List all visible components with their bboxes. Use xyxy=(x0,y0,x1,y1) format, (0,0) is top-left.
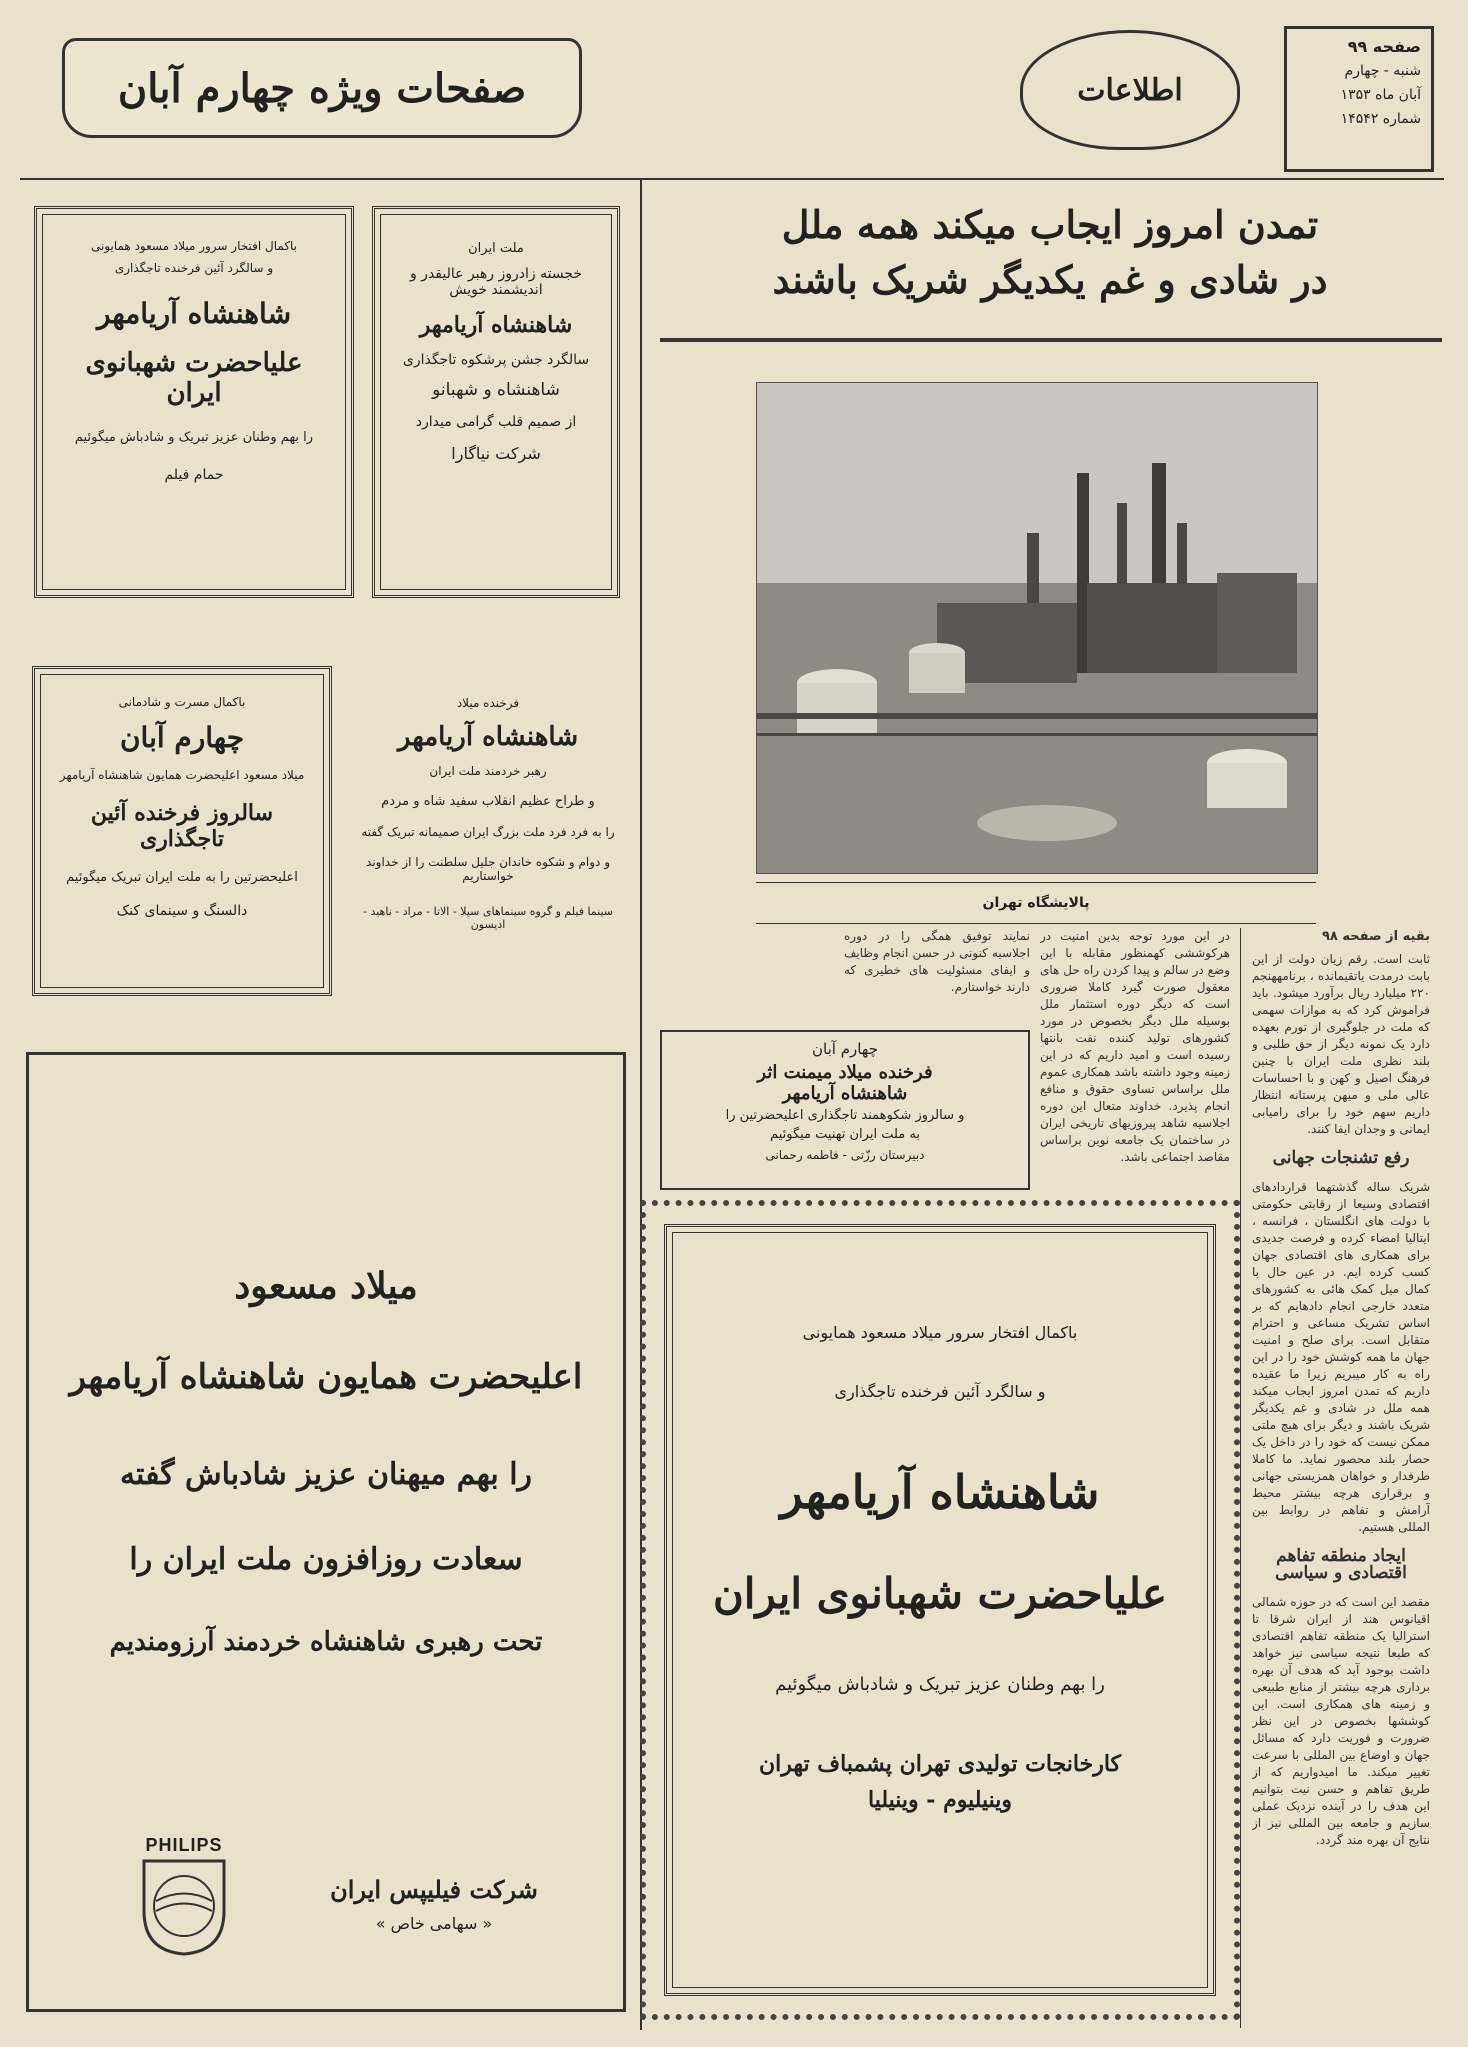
ad-text: از صمیم قلب گرامی میدارد xyxy=(415,414,577,430)
ad-text: حمام فیلم xyxy=(164,467,224,483)
ad-text: را به فرد فرد ملت بزرگ ایران صمیمانه تبریک گفته xyxy=(361,825,615,839)
logo-text: اطلاعات xyxy=(1077,72,1183,108)
headline xyxy=(660,196,1440,336)
ad-text: چهارم آبان xyxy=(119,721,245,754)
ad-text: و سالگرد آئین فرخنده تاجگذاری xyxy=(114,261,274,275)
article-text: مقصد این است که در حوزه شمالی اقیانوس هند از ایران شرقا تا استرالیا یک منطقه تفاهم اقتصادی که طبعا نتیجه سیاسی نیز خواهد داشت بوجود آید که هدف آن بهره برداری هرچه بیشتر از منابع طبیعی و زمینه های همکاری است. این کوششها بخصوص در این نظر ضرورت و فوریت دارد که مسائل جهان و اوضاع بین المللی با سرعت تغییر میکند. ما امیدواریم که از طریق تفاهم و حسن نیت بتوانیم این هدف را در آینده نزدیک عملی سازیم و جامعه بین المللی نیز از نتایج آن بهره مند گردد. xyxy=(1252,1595,1430,1847)
ad-text: باکمال افتخار سرور میلاد مسعود همایونی xyxy=(90,239,298,253)
ad-text: سعادت روزافزون ملت ایران را xyxy=(129,1542,523,1577)
masthead xyxy=(0,0,1468,180)
article-column-middle xyxy=(1040,928,1230,1188)
photo-caption-bar xyxy=(756,882,1316,924)
ad-text: و طراح عظیم انقلاب سفید شاه و مردم xyxy=(381,794,595,809)
article-column-right xyxy=(1252,928,1430,2028)
banner-title-box xyxy=(62,38,582,138)
ad-text: خجسته زادروز رهبر عالیقدر و اندیشمند خویش xyxy=(409,266,583,298)
article-text: نمایند توفیق همگی را در دوره اجلاسیه کنونی در حسن انجام وظایف و ایفای مسئولیت های خطیری که دارند خواستارم. xyxy=(844,929,1030,994)
headline-line-2: در شادی و غم یکدیگر شریک باشند xyxy=(772,257,1328,302)
ad-text: وینیلیوم - وینیلیا xyxy=(867,1787,1013,1813)
headline-line-1: تمدن امروز ایجاب میکند همه ملل xyxy=(781,202,1319,247)
column-rule xyxy=(1240,928,1241,2028)
ad-text: شاهنشاه آریامهر xyxy=(780,1465,1100,1519)
philips-logo xyxy=(129,1835,239,1975)
ad-hamam-film xyxy=(34,206,354,598)
ad-text: باکمال افتخار سرور میلاد مسعود همایونی xyxy=(802,1323,1078,1342)
philips-wordmark: PHILIPS xyxy=(145,1835,223,1855)
ad-school xyxy=(660,1030,1030,1190)
month: آبان ماه ۱۳۵۳ xyxy=(1340,87,1421,103)
weekday: شنبه - چهارم xyxy=(1344,63,1421,79)
article-text: شریک ساله گذشتهما قراردادهای اقتصادی وسیعا از رقابتی حکومتی با دولت های انگلستان ، فرانسه ، ایتالیا امضاء کرده و فرصت جدیدی برای همکاری های اقتصادی جهان کسب کرده ایم. در عین حال با کمال میل کمک هائی به کشورهای متعدد خارجی انجام دادهایم که بر اساس تشریک مساعی و احترام متقابل است. برای صلح و امنیت جهان ما همه کوشش خود را در این راه به کار میبریم زیرا ما عقیده داریم که تمدن امروز ایجاب میکند همه ملل در شادی و غم یکدیگر شریک باشند و دیگر برای هیچ ملتی ممکن نیست که خود را در داخل یک حصار بلند محصور نماید. ما کاملا طرفدار و خواهان همزیستی جهانی و برقراری هرچه بیشتر محیط آرامش و تفاهم در روابط بین المللی هستیم. xyxy=(1252,1180,1430,1534)
ad-text: و سالروز شکوهمند تاجگذاری اعلیحضرتین را xyxy=(725,1108,965,1123)
article-text: ثابت است. رقم زیان دولت از این بابت درمدت یاتقیمانده ، برنامههنجم ۲۲۰ میلیارد ریال برآورد میشود. باید فراموش کرد که به موازات سهمی که ملت در جلوگیری از تورم بعهده دارد یک نمونه دیگر از حق طلبی و بلند نظری ملت ایران با چنین فرهنگ اصیل و کهن و با احساسات عالی ملی و میهن پرستانه انتظار داریم سهم خود را برای رامیابی ایمانی و وجدان ایفا کنند. xyxy=(1252,952,1430,1136)
ad-text: رهبر خردمند ملت ایران xyxy=(429,764,547,778)
ad-text: و سالگرد آئین فرخنده تاجگذاری xyxy=(834,1382,1046,1401)
ad-text: و دوام و شکوه خاندان جلیل سلطنت را از خداوند خواستاریم xyxy=(366,855,610,883)
headline-rule xyxy=(660,338,1442,342)
ad-text: سالگرد جشن پرشکوه تاجگذاری xyxy=(402,352,590,368)
ad-text: شرکت فیلیپس ایران xyxy=(330,1875,538,1904)
philips-shield-icon xyxy=(139,1856,229,1956)
issue-number: شماره ۱۴۵۴۲ xyxy=(1340,111,1421,127)
ad-text: فرخنده میلاد میمنت اثر xyxy=(757,1062,933,1083)
ad-text: علیاحضرت شهبانوی ایران xyxy=(712,1569,1168,1618)
ad-text: اعلیحضرتین را به ملت ایران تبریک میگوئیم xyxy=(66,870,298,885)
ad-text: میلاد مسعود xyxy=(234,1265,418,1307)
ad-text: سینما فیلم و گروه سینماهای سیلا - الاتا - مراد - ناهید - ادیسون xyxy=(362,905,614,931)
issue-info-box xyxy=(1284,26,1434,172)
ad-text: شاهنشاه آریامهر xyxy=(96,297,292,330)
ad-philips xyxy=(26,1052,626,2012)
ad-text: شاهنشاه و شهبانو xyxy=(432,380,560,400)
ad-text: شرکت نیاگارا xyxy=(451,444,541,463)
ad-text: دبیرستان رزّتی - فاطمه رحمانی xyxy=(765,1148,925,1162)
ad-text: میلاد مسعود اعلیحضرت همایون شاهنشاه آریامهر xyxy=(59,768,305,782)
banner-title: صفحات ویژه چهارم آبان xyxy=(117,64,527,112)
ad-text: به ملت ایران تهنیت میگوئیم xyxy=(770,1127,920,1142)
ad-text: را بهم وطنان عزیز تبریک و شادباش میگوئیم xyxy=(74,430,314,445)
divider xyxy=(20,178,1444,180)
ad-text: دالسنگ و سینمای کنک xyxy=(116,903,248,919)
ad-text: شاهنشاه آریامهر xyxy=(419,312,573,338)
subheading: ایجاد منطقه تفاهم اقتصادی و سیاسی xyxy=(1275,1546,1407,1583)
photo-caption: پالایشگاه تهران xyxy=(982,895,1090,911)
ad-text: چهارم آبان xyxy=(812,1040,878,1058)
ad-tehran-textile xyxy=(664,1224,1216,1996)
subheading: رفع تشنجات جهانی xyxy=(1272,1148,1410,1168)
page-number: صفحه ۹۹ xyxy=(1347,37,1421,56)
ad-text: باکمال مسرت و شادمانی xyxy=(118,695,246,709)
ad-dalsang xyxy=(32,666,332,996)
ad-text: علیاحضرت شهبانوی ایران xyxy=(85,348,303,408)
philips-signature xyxy=(269,1875,599,1933)
ad-niagara xyxy=(372,206,620,598)
ad-text: « سهامی خاص » xyxy=(375,1914,493,1933)
ad-text: شاهنشاه آریامهر xyxy=(782,1083,908,1104)
ad-text: شاهنشاه آریامهر xyxy=(397,722,579,752)
ad-text: را بهم وطنان عزیز تبریک و شادباش میگوئیم xyxy=(775,1674,1105,1695)
ad-text: اعلیحضرت همایون شاهنشاه آریامهر xyxy=(69,1357,583,1397)
ad-text: ملت ایران xyxy=(468,241,524,256)
ad-text: را بهم میهنان عزیز شادباش گفته xyxy=(119,1457,533,1492)
ad-text: سالروز فرخنده آئین تاجگذاری xyxy=(90,800,274,852)
article-text: در این مورد توجه بدین امنیت در هرکوششی کهمنظور مقابله با این وضع در سالم و پیدا کردن راه حل های معقول صورت گیرد کاملا ضروری است که دیگر دوره استثمار ملل بوسیله ملل دیگر بخصوص در مورد کشورهای تولید کننده نفت بانتها رسیده است و امید داریم که در این زمینه وجود داشته باشد همکاری عموم ملل براساس تساوی حقوق و منافع انجام پذیرد. خداوند متعال این دوره اجلاسیه شاهد پیروزیهای تاریخی ایران در ساختمان یک جامعه نوین براساس مقاصد اجتماعی باشد. xyxy=(1040,929,1230,1164)
refinery-illustration xyxy=(757,383,1317,873)
continued-label: بقیه از صفحه ۹۸ xyxy=(1322,929,1430,944)
refinery-photo xyxy=(756,382,1318,874)
ad-text: فرخنده میلاد xyxy=(456,696,520,710)
ad-text: کارخانجات تولیدی تهران پشمباف تهران xyxy=(758,1751,1122,1777)
ad-cinemas xyxy=(344,688,632,1046)
article-column-left xyxy=(844,928,1030,1018)
ad-text: تحت رهبری شاهنشاه خردمند آرزومندیم xyxy=(109,1627,543,1657)
newspaper-logo xyxy=(1020,30,1240,150)
